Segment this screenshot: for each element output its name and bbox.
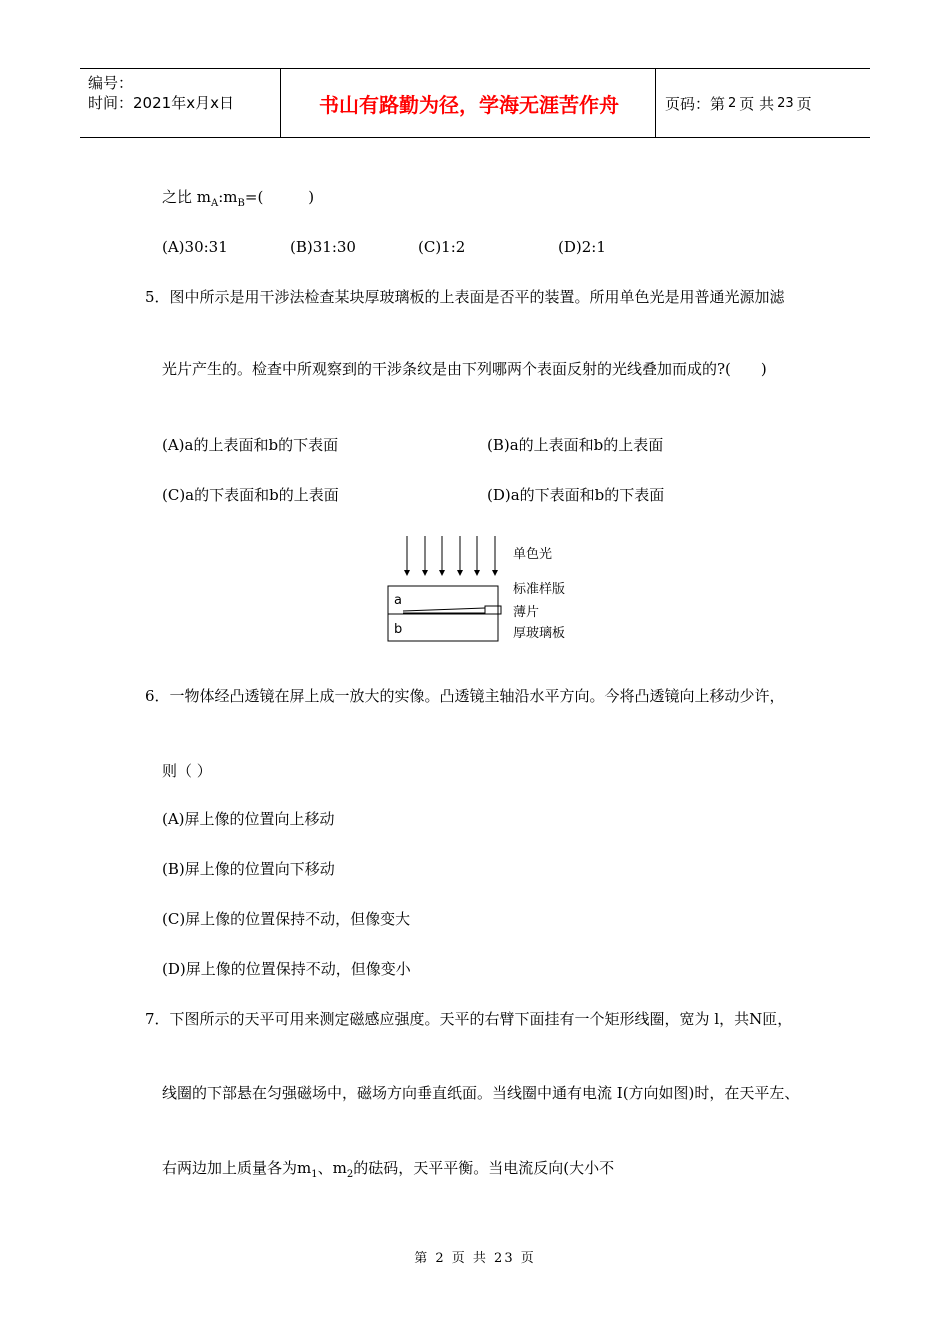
- arrow-head: [439, 570, 445, 576]
- q6-option-c: (C)屏上像的位置保持不动，但像变大: [162, 910, 411, 928]
- arrow-head: [474, 570, 480, 576]
- q5-option-c: (C)a的下表面和b的上表面: [162, 486, 339, 504]
- q4-option-b: (B)31:30: [290, 238, 356, 256]
- q4-option-d: (D)2:1: [558, 238, 606, 256]
- label-b: b: [394, 622, 403, 637]
- date-line: 时间：2021年x月x日: [88, 94, 234, 112]
- q5-options-row1: [162, 434, 762, 456]
- q4-options: [162, 236, 762, 258]
- q6-line1: 6．一物体经凸透镜在屏上成一放大的实像。凸透镜主轴沿水平方向。今将凸透镜向上移动少许，: [145, 687, 785, 705]
- q7-line1: 7．下图所示的天平可用来测定磁感应强度。天平的右臂下面挂有一个矩形线圈，宽为 l，共N匝，: [145, 1010, 793, 1028]
- header-table: [80, 68, 870, 138]
- q6-line2: 则（ ）: [162, 762, 212, 780]
- q4-option-a: (A)30:31: [162, 238, 228, 256]
- q7-line3: 右两边加上质量各为$m_1$、$m_2$的砝码，天平平衡。当电流反向(大小不: [162, 1159, 615, 1180]
- page-total: 23: [777, 95, 794, 111]
- q6-option-b: (B)屏上像的位置向下移动: [162, 860, 335, 878]
- header-divider: [280, 69, 281, 137]
- label-monochromatic-light: 单色光: [513, 547, 553, 562]
- arrow-head: [404, 570, 410, 576]
- arrow-head: [492, 570, 498, 576]
- label-thick-glass: 厚玻璃板: [513, 626, 566, 641]
- arrow-head: [457, 570, 463, 576]
- page-number: 2: [728, 95, 737, 111]
- date-value: 2021年x月x日: [133, 94, 234, 112]
- air-wedge-top: [403, 608, 485, 611]
- q7-line2: 线圈的下部悬在匀强磁场中，磁场方向垂直纸面。当线圈中通有电流 I(方向如图)时，在天平左、: [162, 1084, 800, 1102]
- q5-line1: 5．图中所示是用干涉法检查某块厚玻璃板的上表面是否平的装置。所用单色光是用普通光源加滤: [145, 288, 785, 306]
- label-thin-film: 薄片: [513, 605, 540, 620]
- label-a: a: [394, 593, 402, 608]
- label-standard-plate: 标准样版: [513, 582, 566, 597]
- q5-option-d: (D)a的下表面和b的下表面: [487, 486, 665, 504]
- interference-apparatus-figure: [385, 532, 585, 647]
- header-page-info: 页码：第 2 页 共 23 页: [665, 94, 812, 113]
- header-motto: 书山有路勤为径，学海无涯苦作舟: [319, 92, 619, 117]
- q5-option-b: (B)a的上表面和b的上表面: [487, 436, 664, 454]
- q5-option-a: (A)a的上表面和b的下表面: [162, 436, 339, 454]
- q5-options-row2: [162, 484, 762, 506]
- page-footer: 第 2 页 共 23 页: [414, 1251, 536, 1266]
- arrow-head: [422, 570, 428, 576]
- header-info: [88, 73, 234, 113]
- q6-option-a: (A)屏上像的位置向上移动: [162, 810, 335, 828]
- serial-label: 编号：: [88, 74, 134, 92]
- header-divider: [655, 69, 656, 137]
- thin-film: [485, 606, 501, 614]
- q4-option-c: (C)1:2: [418, 238, 466, 256]
- q5-line2: 光片产生的。检查中所观察到的干涉条纹是由下列哪两个表面反射的光线叠加而成的?( ): [162, 360, 767, 378]
- q6-option-d: (D)屏上像的位置保持不动，但像变小: [162, 960, 411, 978]
- q4-ratio: 之比 $m_A:m_B=$( ): [162, 188, 315, 209]
